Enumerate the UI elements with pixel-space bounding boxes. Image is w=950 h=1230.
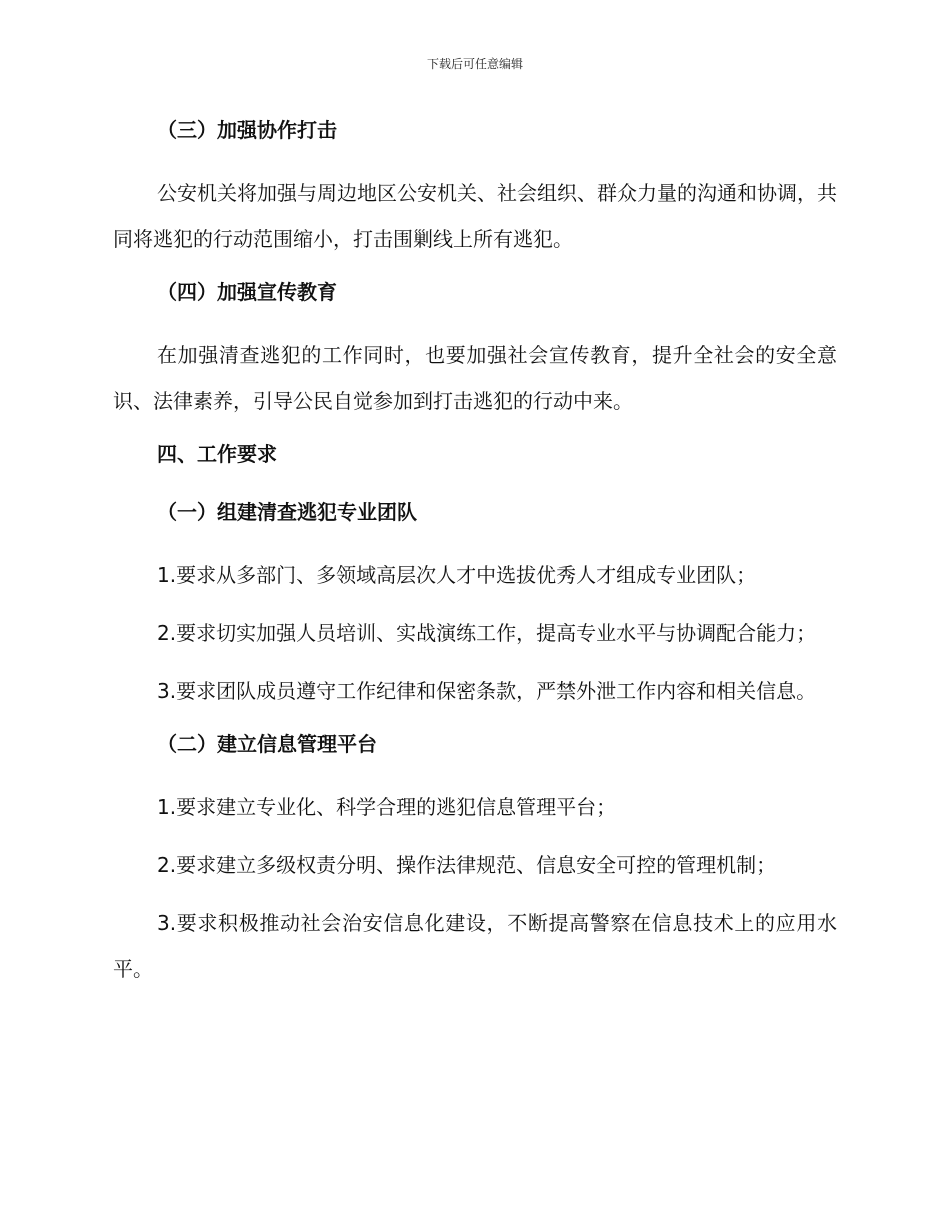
platform-item-3: 3.要求积极推动社会治安信息化建设，不断提高警察在信息技术上的应用水平。 [113,911,837,981]
paragraph-cooperation: 公安机关将加强与周边地区公安机关、社会组织、群众力量的沟通和协调，共同将逃犯的行动范围缩小，打击围剿线上所有逃犯。 [113,181,837,251]
section-heading-strengthen-cooperation: （三）加强协作打击 [157,118,337,142]
page-header-note: 下载后可任意编辑 [426,57,523,71]
subsection-heading-professional-team: （一）组建清查逃犯专业团队 [157,500,417,524]
section-heading-work-requirements: 四、工作要求 [157,442,277,466]
requirement-item-2: 2.要求切实加强人员培训、实战演练工作，提高专业水平与协调配合能力； [157,621,817,645]
paragraph-publicity: 在加强清查逃犯的工作同时，也要加强社会宣传教育，提升全社会的安全意识、法律素养，引导公民自觉参加到打击逃犯的行动中来。 [113,343,837,413]
platform-item-1: 1.要求建立专业化、科学合理的逃犯信息管理平台； [157,795,617,819]
section-heading-publicity-education: （四）加强宣传教育 [157,280,337,304]
subsection-heading-info-platform: （二）建立信息管理平台 [157,732,377,756]
platform-item-2: 2.要求建立多级权责分明、操作法律规范、信息安全可控的管理机制； [157,853,777,877]
requirement-item-3: 3.要求团队成员遵守工作纪律和保密条款，严禁外泄工作内容和相关信息。 [157,679,817,703]
document-body [113,112,837,1004]
requirement-item-1: 1.要求从多部门、多领域高层次人才中选拔优秀人才组成专业团队； [157,563,757,587]
